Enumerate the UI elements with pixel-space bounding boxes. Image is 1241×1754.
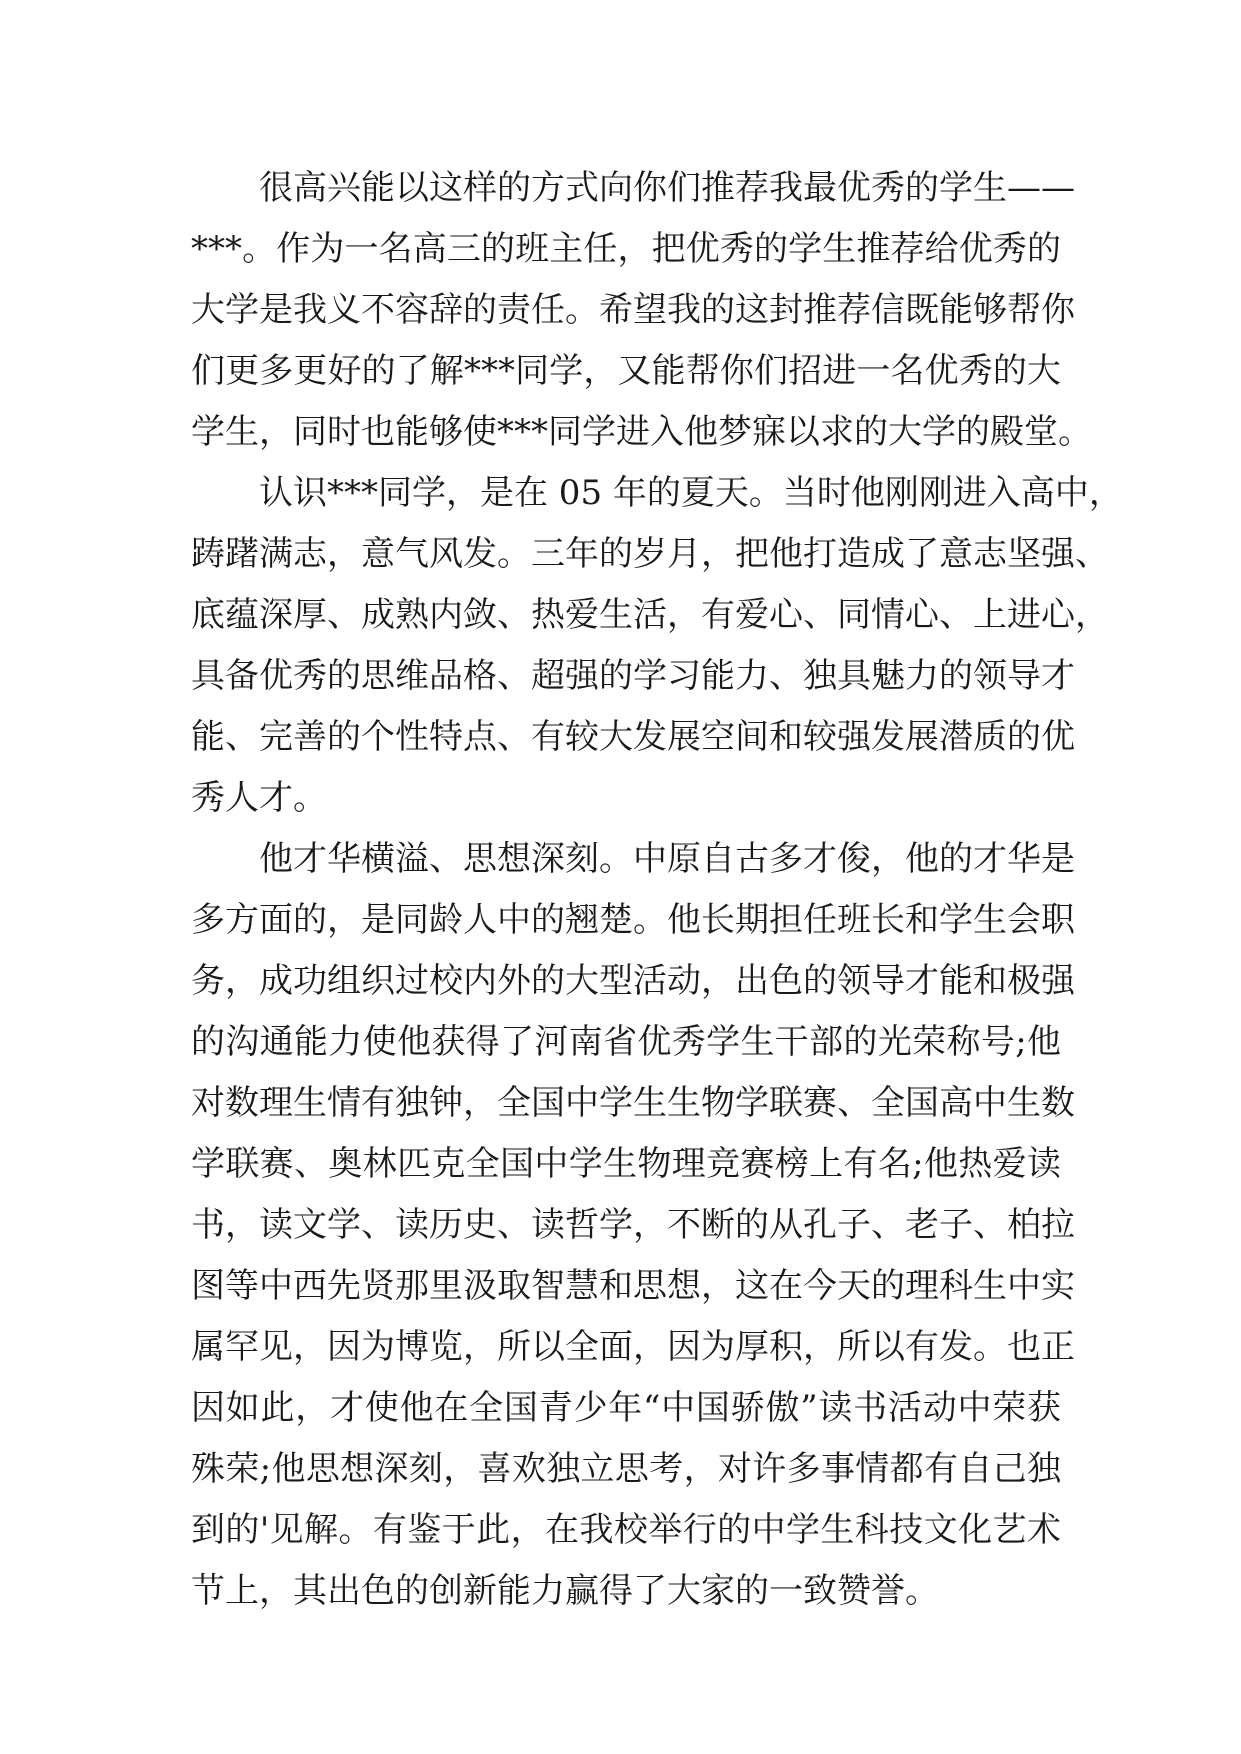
text-line: 秀人才。: [191, 778, 327, 818]
text-line: 因如此，才使他在全国青少年“中国骄傲”读书活动中荣获: [191, 1388, 1061, 1428]
text-line: 到的'见解。有鉴于此，在我校举行的中学生科技文化艺术: [191, 1510, 1061, 1550]
text-line: ***。作为一名高三的班主任，把优秀的学生推荐给优秀的: [191, 229, 1061, 269]
text-line: 能、完善的个性特点、有较大发展空间和较强发展潜质的优: [191, 717, 1075, 757]
text-line: 学联赛、奥林匹克全国中学生物理竞赛榜上有名;他热爱读: [191, 1144, 1061, 1184]
text-line: 踌躇满志，意气风发。三年的岁月，把他打造成了意志坚强、: [191, 534, 1109, 574]
text-line: 很高兴能以这样的方式向你们推荐我最优秀的学生——: [259, 168, 1075, 208]
text-line: 他才华横溢、思想深刻。中原自古多才俊，他的才华是: [259, 839, 1075, 879]
text-line: 的沟通能力使他获得了河南省优秀学生干部的光荣称号;他: [191, 1022, 1061, 1062]
text-line: 们更多更好的了解***同学，又能帮你们招进一名优秀的大: [191, 351, 1061, 391]
text-line: 书，读文学、读历史、读哲学，不断的从孔子、老子、柏拉: [191, 1205, 1075, 1245]
text-line: 具备优秀的思维品格、超强的学习能力、独具魅力的领导才: [191, 656, 1075, 696]
text-line: 学生，同时也能够使***同学进入他梦寐以求的大学的殿堂。: [191, 412, 1092, 452]
text-line: 属罕见，因为博览，所以全面，因为厚积，所以有发。也正: [191, 1327, 1075, 1367]
text-line: 务，成功组织过校内外的大型活动，出色的领导才能和极强: [191, 961, 1075, 1001]
text-line: 认识***同学，是在 05 年的夏天。当时他刚刚进入高中，: [259, 473, 1123, 513]
document-body: [191, 158, 1123, 1622]
text-line: 底蕴深厚、成熟内敛、热爱生活，有爱心、同情心、上进心，: [191, 595, 1109, 635]
text-line: 节上，其出色的创新能力赢得了大家的一致赞誉。: [191, 1571, 939, 1611]
text-line: 对数理生情有独钟，全国中学生生物学联赛、全国高中生数: [191, 1083, 1075, 1123]
text-line: 图等中西先贤那里汲取智慧和思想，这在今天的理科生中实: [191, 1266, 1075, 1306]
text-line: 多方面的，是同龄人中的翘楚。他长期担任班长和学生会职: [191, 900, 1075, 940]
text-line: 殊荣;他思想深刻，喜欢独立思考，对许多事情都有自己独: [191, 1449, 1062, 1489]
text-line: 大学是我义不容辞的责任。希望我的这封推荐信既能够帮你: [191, 290, 1075, 330]
